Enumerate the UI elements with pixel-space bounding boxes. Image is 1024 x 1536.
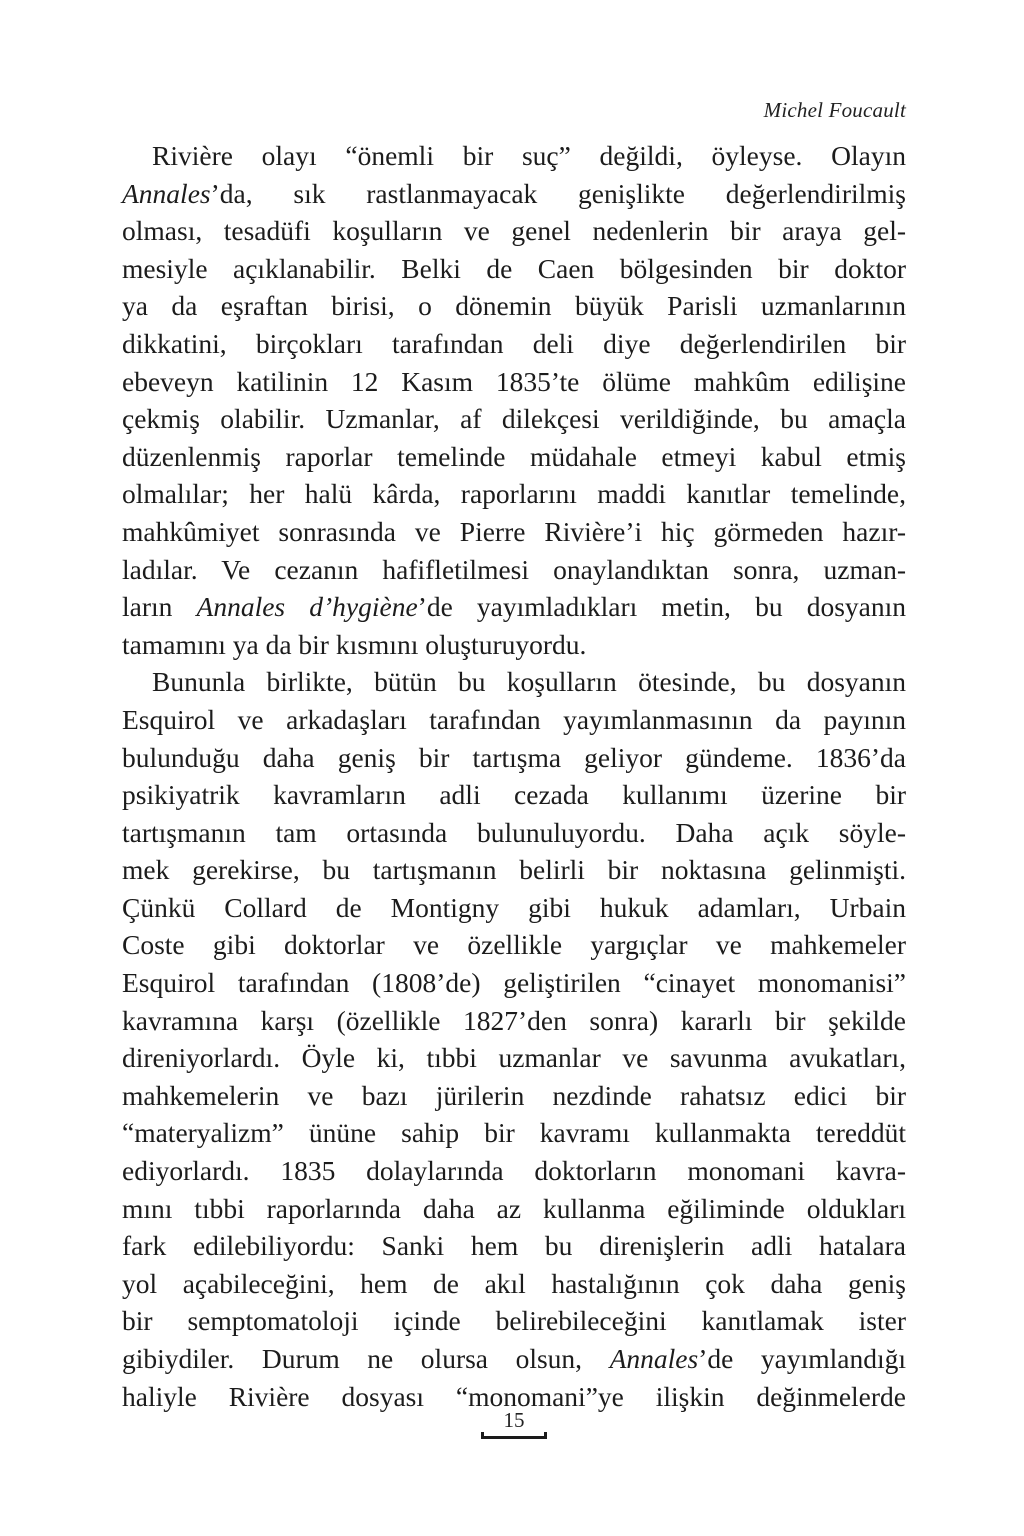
text-line: ebeveyn katilinin 12 Kasım 1835’te ölüme mahkûm edilişine: [122, 365, 906, 397]
text-line: çekmiş olabilir. Uzmanlar, af dilekçesi verildiğinde, bu amaçla: [122, 403, 906, 435]
text-line: mesiyle açıklanabilir. Belki de Caen bölgesinden bir doktor: [122, 252, 906, 284]
text-line: gibiydiler. Durum ne olursa olsun, Annales’de yayımlandığı: [122, 1343, 906, 1374]
text-line: Bununla birlikte, bütün bu koşulların ötesinde, bu dosyanın: [152, 666, 906, 698]
text-line: ediyorlardı. 1835 dolaylarında doktorların monomani kavra-: [122, 1155, 906, 1187]
text-line: dikkatini, birçokları tarafından deli diye değerlendirilen bir: [122, 327, 906, 359]
text-line: ladılar. Ve cezanın hafifletilmesi onaylandıktan sonra, uzman-: [122, 553, 906, 585]
text-line: tartışmanın tam ortasında bulunuluyordu. Daha açık söyle-: [122, 816, 906, 848]
text-line: Rivière olayı “önemli bir suç” değildi, öyleyse. Olayın: [152, 140, 906, 171]
text-line: Esquirol tarafından (1808’de) geliştirilen “cinayet monomanisi”: [122, 967, 906, 999]
text-line: Esquirol ve arkadaşları tarafından yayımlanmasının da payının: [122, 703, 906, 735]
text-line: bir semptomatoloji içinde belirebileceğini kanıtlamak ister: [122, 1305, 906, 1337]
text-line: fark edilebiliyordu: Sanki hem bu direnişlerin adli hatalara: [122, 1230, 906, 1262]
text-line: haliyle Rivière dosyası “monomani”ye ilişkin değinmelerde: [122, 1380, 906, 1412]
text-line: olması, tesadüfi koşulların ve genel nedenlerin bir araya gel-: [122, 215, 906, 247]
text-line: olmalılar; her halü kârda, raporlarını maddi kanıtlar temelinde,: [122, 478, 906, 510]
text-line: Coste gibi doktorlar ve özellikle yargıçlar ve mahkemeler: [122, 929, 906, 961]
text-line: yol açabileceğini, hem de akıl hastalığının çok daha geniş: [122, 1267, 906, 1299]
text-line: tamamını ya da bir kısmını oluşturuyordu.: [122, 628, 587, 660]
text-line: ların Annales d’hygiène’de yayımladıkları metin, bu dosyanın: [122, 591, 906, 623]
page-number: 15: [503, 1408, 525, 1432]
text-line: psikiyatrik kavramların adli cezada kullanımı üzerine bir: [122, 779, 906, 811]
running-header-author: Michel Foucault: [763, 98, 906, 122]
body-text: [122, 137, 906, 1415]
text-line: mek gerekirse, bu tartışmanın belirli bir noktasına gelinmişti.: [122, 854, 906, 886]
text-line: ya da eşraftan birisi, o dönemin büyük Parisli uzmanlarının: [122, 290, 906, 322]
text-line: mahkemelerin ve bazı jürilerin nezdinde rahatsız edici bir: [122, 1079, 906, 1111]
page-number-rule: [481, 1436, 547, 1439]
text-line: Çünkü Collard de Montigny gibi hukuk adamları, Urbain: [122, 891, 906, 923]
text-line: kavramına karşı (özellikle 1827’den sonra) kararlı bir şekilde: [122, 1004, 906, 1036]
text-line: bulunduğu daha geniş bir tartışma geliyor gündeme. 1836’da: [122, 741, 906, 773]
text-line: düzenlenmiş raporlar temelinde müdahale etmeyi kabul etmiş: [122, 440, 906, 472]
text-line: mını tıbbi raporlarında daha az kullanma eğiliminde oldukları: [122, 1192, 906, 1224]
text-line: direniyorlardı. Öyle ki, tıbbi uzmanlar ve savunma avukatları,: [122, 1042, 906, 1074]
text-line: mahkûmiyet sonrasında ve Pierre Rivière’i hiç görmeden hazır-: [122, 515, 906, 547]
text-line: Annales’da, sık rastlanmayacak genişlikte değerlendirilmiş: [122, 177, 906, 209]
text-line: “materyalizm” ününe sahip bir kavramı kullanmakta tereddüt: [122, 1117, 906, 1149]
